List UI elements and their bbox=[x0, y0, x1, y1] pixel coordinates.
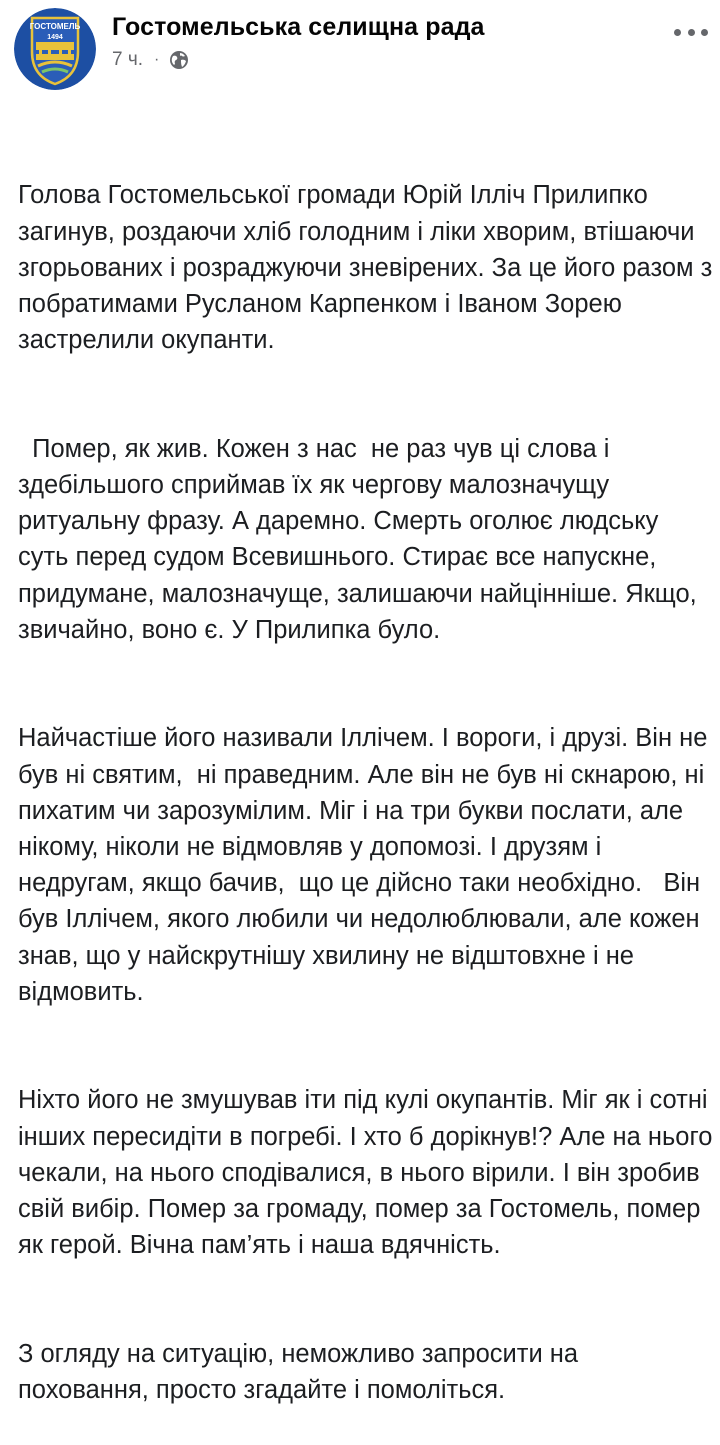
coat-of-arms-icon bbox=[14, 8, 96, 90]
page-avatar[interactable] bbox=[14, 8, 96, 90]
avatar-emblem-year: 1494 bbox=[47, 34, 63, 41]
more-dot bbox=[688, 29, 695, 36]
more-dot bbox=[674, 29, 681, 36]
more-dot bbox=[701, 29, 708, 36]
post-paragraph: Ніхто його не змушував іти під кулі окупантів. Міг як і сотні інших пересидіти в погребі. І хто б дорікнув!? Але на нього чекали, на нього сподівалися, в нього вірили. І він зробив свій вибір. Помер за громаду, помер за Гостомель, помер як герой. Вічна пам’ять і наша вдячність. bbox=[18, 1086, 720, 1260]
post-text bbox=[18, 105, 720, 1445]
post-paragraph: Найчастіше його називали Іллічем. І вороги, і друзі. Він не був ні святим, ні праведним. Але він не був ні скнарою, ні пихатим чи зарозумілим. Міг і на три букви послати, але нікому, ніколи не відмовляв у допомозі. І друзям і недругам, якщо бачив, що це дійсно таки необхідно. Він був Іллічем, якого любили чи недолюблювали, але кожен знав, що у найскрутнішу хвилину не відштовхне і не відмовить. bbox=[18, 724, 715, 1006]
more-horizontal-icon[interactable] bbox=[674, 26, 708, 38]
post-paragraph: Голова Гостомельської громади Юрій Ілліч Прилипко загинув, роздаючи хліб голодним і ліки хворим, втішаючи згорьованих і розраджуючи зневірених. За це його разом з побратимами Русланом Карпенком і Іваном Зорею застрелили окупанти. bbox=[18, 181, 720, 355]
post-meta bbox=[112, 48, 189, 72]
post-paragraph: З огляду на ситуацію, неможливо запросити на поховання, просто згадайте і помоліться. bbox=[18, 1339, 586, 1405]
post-timestamp[interactable]: 7 ч. bbox=[112, 49, 144, 70]
meta-separator: · bbox=[154, 51, 160, 68]
post-header bbox=[0, 0, 720, 90]
post-paragraph: Помер, як жив. Кожен з нас не раз чув ці слова і здебільшого сприймав їх як чергову малозначущу ритуальну фразу. А даремно. Смерть оголює людську суть перед судом Всевишнього. Стирає все напускне, придумане, малозначуще, залишаючи найцінніше. Якщо, звичайно, воно є. У Прилипка було. bbox=[18, 434, 704, 644]
page-name[interactable]: Гостомельська селищна рада bbox=[112, 13, 485, 41]
avatar-emblem-text: ГОСТОМЕЛЬ bbox=[29, 22, 81, 31]
globe-icon[interactable] bbox=[169, 50, 189, 70]
